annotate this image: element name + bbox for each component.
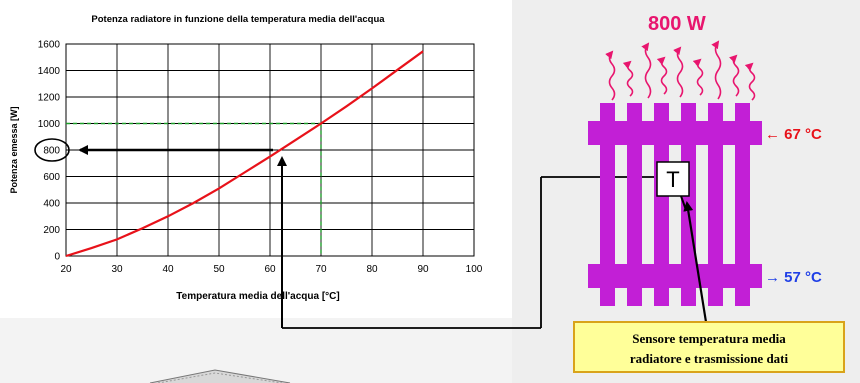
x-tick-label: 80 [366, 264, 378, 275]
y-tick-label: 1000 [37, 119, 60, 130]
y-tick-label: 600 [43, 172, 60, 183]
heat-wave-icon [610, 42, 755, 100]
chart-title: Potenza radiatore in funzione della temperatura media dell'acqua [91, 14, 385, 25]
heat-wave-arrow [698, 60, 703, 95]
radiator-icon [588, 13, 822, 322]
y-tick-label: 1600 [37, 39, 60, 51]
heat-wave-arrow [610, 52, 615, 100]
y-tick-label: 800 [43, 145, 60, 157]
radiator-top-header [588, 121, 762, 145]
caption-line-1: Sensore temperatura media [632, 331, 786, 346]
x-tick-label: 50 [213, 264, 225, 275]
inlet-temperature-label: ← 67 °C [765, 126, 822, 143]
y-tick-label: 1400 [37, 66, 60, 77]
heat-wave-arrow [662, 58, 667, 94]
heat-wave-arrow [716, 42, 721, 99]
sensor-caption-box [574, 322, 844, 372]
x-axis-label: Temperatura media dell'acqua [°C] [176, 291, 340, 302]
power-label: 800 W [648, 13, 706, 35]
y-tick-label: 1200 [37, 92, 60, 104]
radiator-bottom-header [588, 264, 762, 288]
x-tick-label: 70 [315, 264, 327, 275]
heat-wave-arrow [750, 64, 755, 100]
x-tick-label: 60 [264, 264, 276, 275]
y-tick-label: 200 [43, 225, 60, 236]
x-tick-label: 100 [465, 264, 483, 275]
heat-wave-arrow [678, 48, 683, 97]
sensor-symbol: T [666, 167, 680, 192]
heat-wave-arrow [646, 44, 651, 98]
y-axis-label: Potenza emessa [W] [9, 106, 19, 194]
x-tick-label: 20 [60, 264, 72, 275]
x-tick-label: 30 [111, 264, 123, 275]
outlet-temperature-label: → 57 °C [765, 269, 822, 286]
power-chart [9, 14, 483, 328]
y-tick-label: 0 [54, 251, 60, 263]
x-tick-label: 90 [417, 264, 429, 275]
caption-line-2: radiatore e trasmissione dati [629, 351, 789, 366]
x-tick-label: 40 [162, 264, 174, 275]
y-tick-label: 400 [43, 198, 60, 210]
heat-wave-arrow [628, 62, 633, 96]
heat-wave-arrow [734, 56, 739, 96]
roof-fragment-decoration [150, 370, 290, 383]
